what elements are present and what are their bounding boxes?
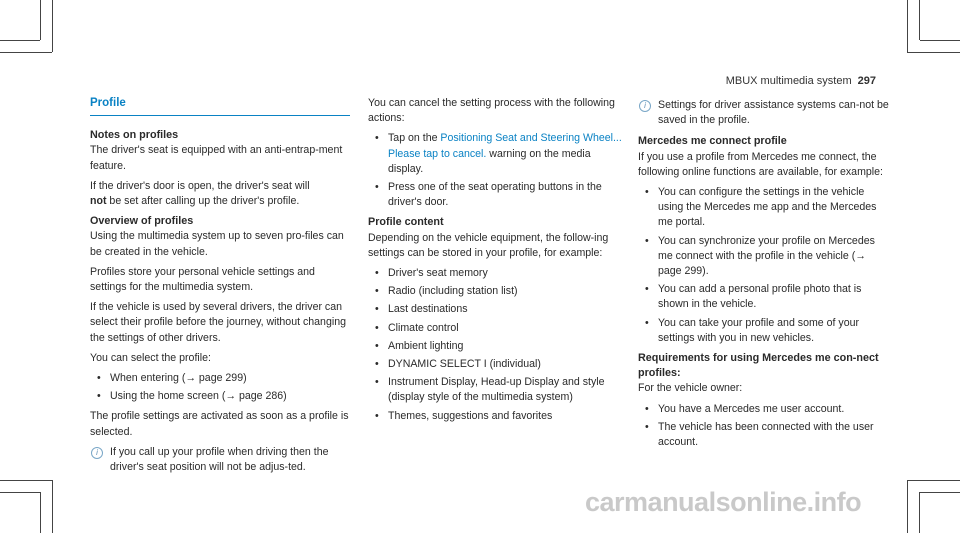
list-item: • Instrument Display, Head-up Display and style (display style of the multimedia system) [368,375,626,405]
section-title: Profile [90,96,350,116]
crop-mark [907,480,960,481]
crop-mark [0,40,40,41]
column-3 [638,96,890,455]
note [90,445,350,475]
list-item: • DYNAMIC SELECT I (individual) [368,357,626,372]
crop-mark [40,492,41,533]
list-item: • Climate control [368,321,626,336]
crop-mark [40,0,41,40]
subheading-overview: Overview of profiles [90,215,194,228]
paragraph: Using the multimedia system up to seven pro-files can be created in the vehicle. [90,230,344,258]
info-icon: i [91,447,103,459]
paragraph: For the vehicle owner: [638,382,743,395]
list-item: • Using the home screen (→ page 286) [90,389,350,404]
bullet-list [368,266,626,424]
running-head [726,74,876,89]
list-item: • You can configure the settings in the vehicle using the Mercedes me app and the Mercedes me portal. [638,185,890,231]
subheading-profile-content: Profile content [368,216,444,229]
note-text: If you call up your profile when driving then the driver's seat position will not be adjus-ted. [110,445,329,474]
list-item: • Last destinations [368,302,626,317]
list-item: • Radio (including station list) [368,284,626,299]
crop-mark [919,492,920,533]
crop-mark [919,492,960,493]
emphasis: not [90,195,107,208]
column-1 [90,96,350,481]
list-item: • The vehicle has been connected with the user account. [638,420,890,450]
bullet-list [638,185,890,346]
crop-mark [920,40,960,41]
paragraph: Depending on the vehicle equipment, the follow-ing settings can be stored in your profile, for example: [368,231,609,259]
crop-mark [907,0,908,52]
crop-mark [0,480,52,481]
list-item: • Themes, suggestions and favorites [368,409,626,424]
running-head-title: MBUX multimedia system [725,75,852,87]
text: be set after calling up the driver's profile. [106,195,300,208]
list-item: • Driver's seat memory [368,266,626,281]
paragraph: You can select the profile: [90,351,211,364]
list-item: • You can add a personal profile photo that is shown in the vehicle. [638,282,890,312]
crop-mark [919,0,920,40]
list-item: • Ambient lighting [368,339,626,354]
list-item: • You can synchronize your profile on Mercedes me connect with the profile in the vehicle (→ page 299). [638,234,890,280]
note [638,98,890,128]
bullet-list [90,371,350,404]
list-item: • When entering (→ page 299) [90,371,350,386]
list-item: • You have a Mercedes me user account. [638,402,890,417]
bullet-list [638,402,890,451]
list-item: • You can take your profile and some of your settings with you in new vehicles. [638,316,890,346]
page-number: 297 [857,75,876,87]
paragraph: You can cancel the setting process with the following actions: [368,97,615,125]
text: Tap on the [388,132,441,145]
paragraph: The driver's seat is equipped with an anti-entrap-ment feature. [90,144,343,172]
note-text: Settings for driver assistance systems can-not be saved in the profile. [658,99,889,127]
watermark: carmanualsonline.info [585,487,862,517]
subheading-connect: Mercedes me connect profile [638,135,787,148]
crop-mark [0,492,40,493]
crop-mark [52,480,53,533]
column-2 [368,96,626,429]
paragraph: The profile settings are activated as soon as a profile is selected. [90,410,349,438]
display-message-link: Positioning Seat and Steering Wheel... Please tap to cancel. [388,132,622,160]
crop-mark [52,0,53,52]
bullet-list [368,131,626,210]
list-item [368,131,626,177]
list-item: • Press one of the seat operating buttons in the driver's door. [368,180,626,210]
subheading-notes: Notes on profiles [90,129,179,142]
paragraph [90,179,350,209]
info-icon: i [639,100,651,112]
paragraph: If you use a profile from Mercedes me connect, the following online functions are available, for example: [638,150,883,178]
subheading-requirements: Requirements for using Mercedes me con-nect profiles: [638,352,879,380]
crop-mark [907,480,908,533]
text: warning on the media display. [388,147,591,175]
paragraph: If the vehicle is used by several drivers, the driver can select their profile before the journey, without changing the settings of other drivers. [90,301,346,344]
crop-mark [0,52,52,53]
paragraph: Profiles store your personal vehicle settings and settings for the multimedia system. [90,265,315,294]
text: If the driver's door is open, the driver's seat will [90,179,310,192]
crop-mark [907,52,960,53]
